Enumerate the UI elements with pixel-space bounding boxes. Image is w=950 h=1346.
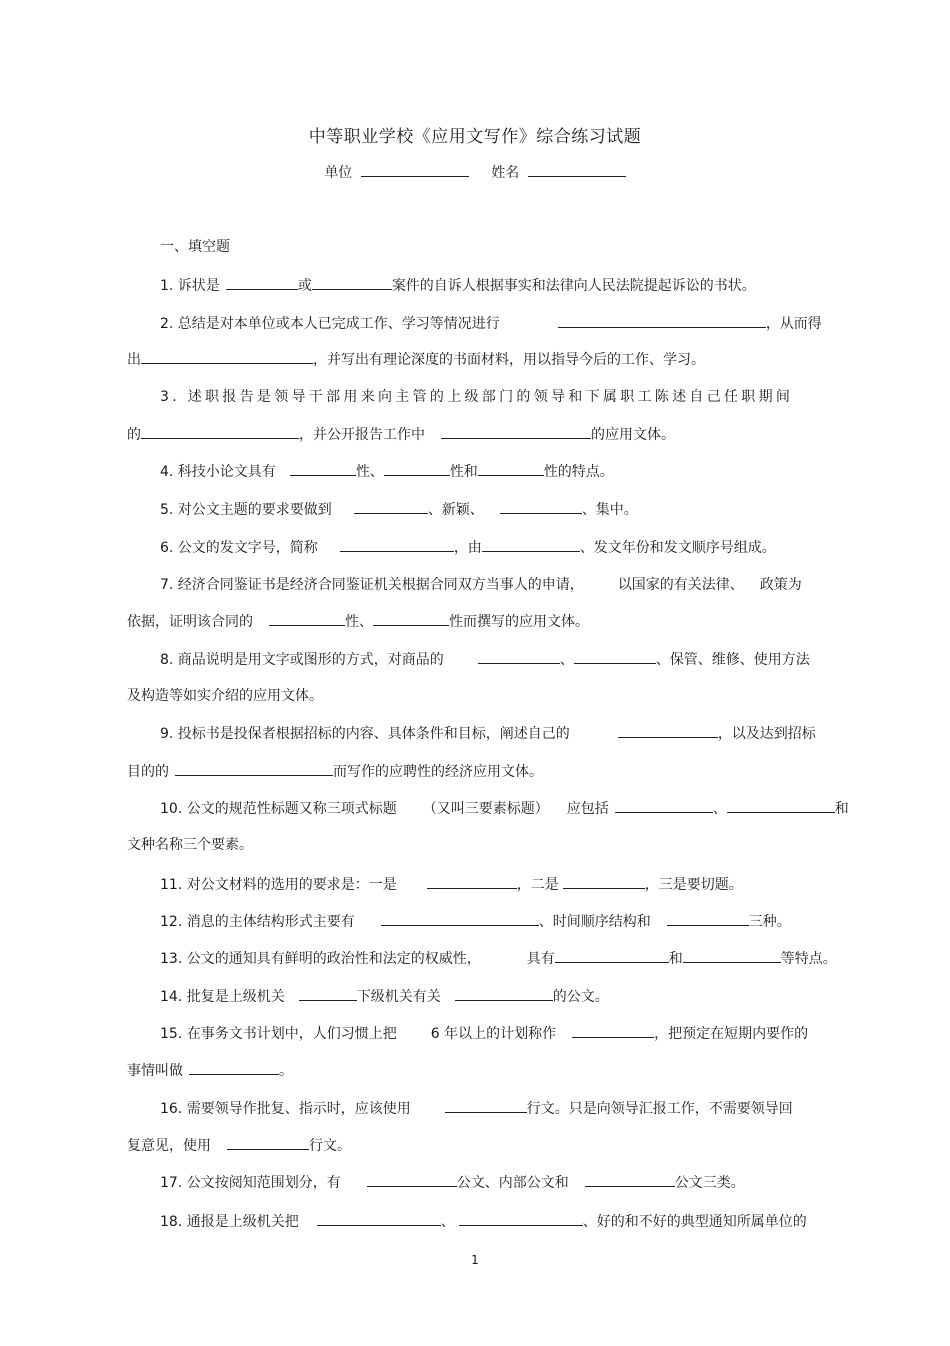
answer-blank[interactable] [615, 797, 713, 813]
answer-blank[interactable] [373, 610, 449, 626]
answer-blank[interactable] [226, 274, 298, 290]
answer-blank[interactable] [563, 873, 645, 889]
answer-blank[interactable] [175, 760, 333, 776]
question-2-cont: 出 ，并写出有理论深度的书面材料，用以指导今后的工作、学习。 [127, 348, 705, 369]
question-13: 13. 公文的通知具有鲜明的政治性和法定的权威性， 具有 和 等特点。 [160, 947, 837, 968]
answer-blank[interactable] [317, 1210, 441, 1226]
section-title: 一、填空题 [160, 239, 230, 255]
answer-blank[interactable] [427, 873, 517, 889]
page-number: 1 [471, 1253, 479, 1267]
answer-blank[interactable] [299, 985, 357, 1001]
question-18: 18. 通报是上级机关把 、 、好的和不好的典型通知所属单位的 [160, 1210, 807, 1231]
answer-blank[interactable] [572, 1022, 654, 1038]
answer-blank[interactable] [367, 1171, 457, 1187]
answer-blank[interactable] [290, 460, 356, 476]
question-15-cont: 事情叫做 。 [127, 1059, 293, 1080]
answer-blank[interactable] [455, 985, 553, 1001]
answer-blank[interactable] [227, 1134, 309, 1150]
answer-blank[interactable] [618, 722, 718, 738]
question-3-cont: 的 ，并公开报告工作中 的应用文体。 [127, 423, 675, 444]
answer-blank[interactable] [384, 460, 450, 476]
answer-blank[interactable] [482, 536, 580, 552]
answer-blank[interactable] [478, 648, 560, 664]
question-12: 12. 消息的主体结构形式主要有 、时间顺序结构和 三种。 [160, 910, 791, 931]
answer-blank[interactable] [189, 1059, 279, 1075]
answer-blank[interactable] [727, 797, 835, 813]
question-1: 1. 诉状是 或 案件的自诉人根据事实和法律向人民法院提起诉讼的书状。 [160, 274, 756, 295]
question-10-cont: 文种名称三个要素。 [127, 837, 253, 853]
answer-blank[interactable] [445, 1097, 527, 1113]
question-11: 11. 对公文材料的选用的要求是：一是 ，二是 ，三是要切题。 [160, 873, 743, 894]
question-9-cont: 目的的 而写作的应聘性的经济应用文体。 [127, 760, 543, 781]
unit-label: 单位 [324, 165, 353, 181]
question-5: 5. 对公文主题的要求要做到 、新颖、 、集中。 [160, 498, 638, 519]
question-8: 8. 商品说明是用文字或图形的方式，对商品的 、 、保管、维修、使用方法 [160, 648, 810, 669]
answer-blank[interactable] [667, 910, 749, 926]
question-8-cont: 及构造等如实介绍的应用文体。 [127, 688, 323, 704]
question-16: 16. 需要领导作批复、指示时，应该使用 行文。只是向领导汇报工作，不需要领导回 [160, 1097, 793, 1118]
question-9: 9. 投标书是投保者根据招标的内容、具体条件和目标，阐述自己的 ，以及达到招标 [160, 722, 816, 743]
answer-blank[interactable] [312, 274, 392, 290]
answer-blank[interactable] [459, 1210, 583, 1226]
unit-blank[interactable] [361, 160, 469, 177]
answer-blank[interactable] [574, 648, 656, 664]
header-fields [0, 160, 950, 182]
answer-blank[interactable] [478, 460, 544, 476]
question-6: 6. 公文的发文字号，简称 ，由 、发文年份和发文顺序号组成。 [160, 536, 776, 557]
question-17: 17. 公文按阅知范围划分，有 公文、内部公文和 公文三类。 [160, 1171, 745, 1192]
question-7-cont: 依据，证明该合同的 性、 性而撰写的应用文体。 [127, 610, 589, 631]
question-4: 4. 科技小论文具有 性、 性和 性的特点。 [160, 460, 614, 481]
answer-blank[interactable] [585, 1171, 675, 1187]
question-3: 3. 述职报告是领导干部用来向主管的上级部门的领导和下属职工陈述自己任职期间 [160, 389, 794, 405]
name-label: 姓名 [491, 165, 520, 181]
answer-blank[interactable] [500, 498, 582, 514]
question-16-cont: 复意见，使用 行文。 [127, 1134, 351, 1155]
document-title: 中等职业学校《应用文写作》综合练习试题 [308, 127, 642, 147]
question-14: 14. 批复是上级机关 下级机关有关 的公文。 [160, 985, 609, 1006]
answer-blank[interactable] [683, 947, 781, 963]
answer-blank[interactable] [269, 610, 345, 626]
answer-blank[interactable] [340, 536, 454, 552]
answer-blank[interactable] [441, 423, 591, 439]
question-10: 10. 公文的规范性标题又称三项式标题 （又叫三要素标题） 应包括 、 和 [160, 797, 849, 818]
question-7: 7. 经济合同鉴证书是经济合同鉴证机关根据合同双方当事人的申请， 以国家的有关法律、 政策为 [160, 577, 802, 593]
answer-blank[interactable] [141, 423, 299, 439]
answer-blank[interactable] [141, 348, 313, 364]
answer-blank[interactable] [555, 947, 669, 963]
answer-blank[interactable] [381, 910, 539, 926]
question-2: 2. 总结是对本单位或本人已完成工作、学习等情况进行 ，从而得 [160, 312, 822, 333]
name-blank[interactable] [528, 160, 626, 177]
question-15: 15. 在事务文书计划中，人们习惯上把 6 年以上的计划称作 ，把预定在短期内要作的 [160, 1022, 808, 1043]
answer-blank[interactable] [354, 498, 428, 514]
answer-blank[interactable] [558, 312, 766, 328]
